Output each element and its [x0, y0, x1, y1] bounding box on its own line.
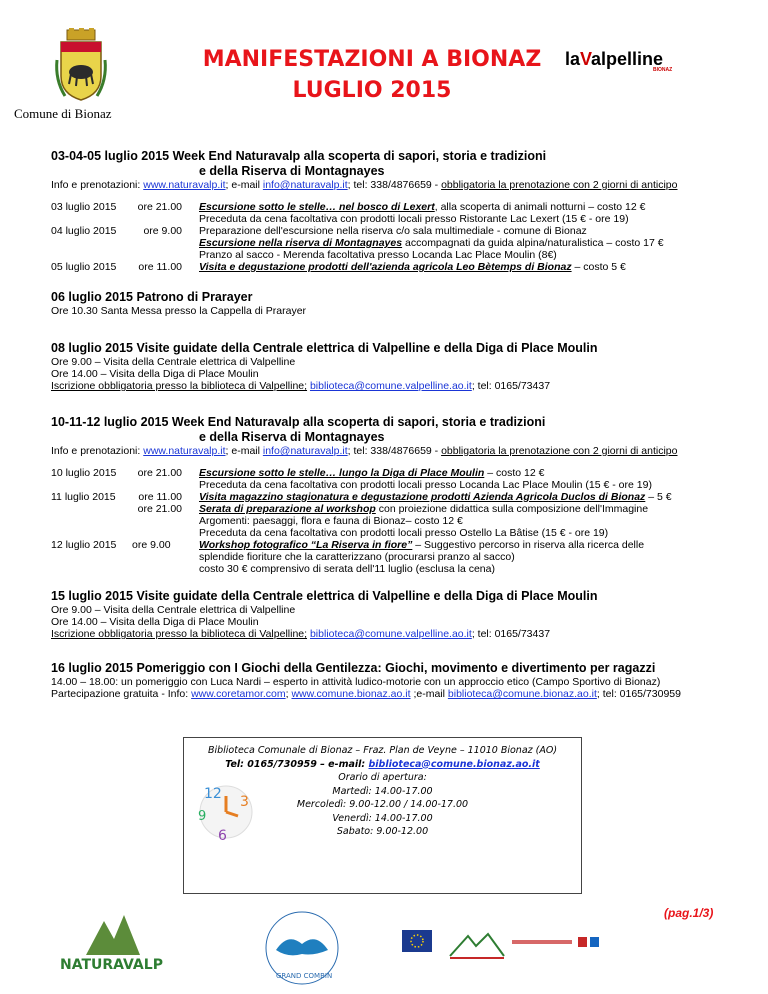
event3-line2: Ore 14.00 – Visita della Diga di Place Moulin — [51, 368, 259, 380]
library-email-link[interactable]: biblioteca@comune.bionaz.ao.it — [368, 758, 540, 770]
comune-label: Comune di Bionaz — [14, 106, 112, 121]
library-info-box — [183, 737, 582, 894]
svg-text:GRAND COMBIN: GRAND COMBIN — [276, 972, 333, 980]
partner-logos — [510, 934, 602, 952]
event4-date2: 11 luglio 2015 — [51, 491, 116, 503]
naturavalp-email-link[interactable]: info@naturavalp.it — [262, 179, 348, 191]
event4-heading-line2: e della Riserva di Montagnayes — [199, 430, 385, 444]
page-title-line2: LUGLIO 2015 — [292, 78, 452, 103]
event1-date1: 03 luglio 2015 — [51, 201, 117, 213]
event4-info: Info e prenotazioni: www.naturavalp.it; e-mail info@naturavalp.it; tel: 338/4876659 - obbligatoria la prenotazione con 2 giorni di anticipo — [51, 445, 678, 457]
event2-heading: 06 luglio 2015 Patrono di Prarayer — [51, 290, 253, 304]
event4-line3: Visita magazzino stagionatura e degustazione prodotti Azienda Agricola Duclos di Bionaz – 5 € — [199, 491, 672, 503]
event4-line4: Serata di preparazione al workshop con proiezione didattica sulla composizione dell'Immagine — [199, 503, 649, 515]
event6-heading: 16 luglio 2015 Pomeriggio con I Giochi della Gentilezza: Giochi, movimento e divertimento per ragazzi — [51, 661, 656, 675]
naturavalp-email-link-2[interactable]: info@naturavalp.it — [262, 445, 348, 457]
event5-line3: Iscrizione obbligatoria presso la biblioteca di Valpelline; biblioteca@comune.valpelline.ao.it; tel: 0165/73437 — [51, 628, 551, 640]
library-hours-wednesday: Mercoledì: 9.00-12.00 / 14.00-17.00 — [296, 799, 469, 810]
event1-time1: ore 21.00 — [137, 201, 182, 213]
event4-line7: Workshop fotografico “La Riserva in fiore” – Suggestivo percorso in riserva alla ricerca delle — [199, 539, 645, 551]
event1-date3: 05 luglio 2015 — [51, 261, 117, 273]
library-hours-tuesday: Martedì: 14.00-17.00 — [332, 785, 433, 797]
bionaz-library-email-link[interactable]: biblioteca@comune.bionaz.ao.it — [447, 688, 597, 700]
event4-line5: Argomenti: paesaggi, flora e fauna di Bionaz– costo 12 € — [199, 515, 463, 527]
page-number: (pag.1/3) — [664, 906, 714, 920]
event1-line1: Escursione sotto le stelle… nel bosco di Lexert, alla scoperta di animali notturni – costo 12 € — [199, 201, 646, 213]
event6-line1: 14.00 – 18.00: un pomeriggio con Luca Nardi – esperto in attività ludico-motorie con un approccio etico (Campo Sportivo di Bionaz) — [51, 676, 661, 688]
event4-date3: 12 luglio 2015 — [51, 539, 117, 551]
library-address: Biblioteca Comunale di Bionaz – Fraz. Plan de Veyne – 11010 Bionaz (AO) — [207, 745, 558, 756]
svg-text:9: 9 — [198, 809, 207, 824]
event1-heading: 03-04-05 luglio 2015 Week End Naturavalp alla scoperta di sapori, storia e tradizioni — [51, 149, 547, 163]
library-contact: Tel: 0165/730959 – e-mail: biblioteca@comune.bionaz.ao.it — [225, 758, 540, 770]
event4-time2: ore 11.00 — [138, 491, 182, 503]
svg-text:6: 6 — [218, 828, 227, 844]
naturavalp-link-2[interactable]: www.naturavalp.it — [143, 445, 226, 457]
event1-heading-line2: e della Riserva di Montagnayes — [199, 164, 385, 178]
library-hours-saturday: Sabato: 9.00-12.00 — [336, 826, 429, 837]
valpelline-library-email-link[interactable]: biblioteca@comune.valpelline.ao.it — [309, 380, 472, 392]
event1-info: Info e prenotazioni: www.naturavalp.it; e-mail info@naturavalp.it; tel: 338/4876659 - obbligatoria la prenotazione con 2 giorni di anticipo — [51, 179, 678, 191]
event1-line2: Preceduta da cena facoltativa con prodotti locali presso Ristorante Lac Lexert (15 € - ore 19) — [199, 213, 629, 225]
grand-combin-logo — [262, 910, 342, 988]
event2-line1: Ore 10.30 Santa Messa presso la Cappella di Prarayer — [51, 305, 307, 317]
event5-line2: Ore 14.00 – Visita della Diga di Place Moulin — [51, 616, 259, 628]
page-title-line1: MANIFESTAZIONI A BIONAZ — [202, 47, 542, 72]
event4-date1: 10 luglio 2015 — [51, 467, 117, 479]
event1-time2: ore 9.00 — [143, 225, 182, 237]
comune-bionaz-link[interactable]: www.comune.bionaz.ao.it — [291, 688, 411, 700]
comune-crest-icon — [55, 30, 107, 102]
event1-line5: Pranzo al sacco - Merenda facoltativa presso Locanda Lac Place Moulin (8€) — [199, 249, 557, 261]
event1-time3: ore 11.00 — [138, 261, 182, 273]
event4-line8: splendide fioriture che la caratterizzano (procurarsi pranzo al sacco) — [199, 551, 515, 563]
event6-line2: Partecipazione gratuita - Info: www.coretamor.com; www.comune.bionaz.ao.it ;e-mail biblioteca@comune.bionaz.ao.it; tel: 0165/730959 — [51, 688, 681, 700]
svg-text:3: 3 — [240, 794, 249, 810]
naturavalp-logo — [56, 905, 163, 985]
event5-heading: 15 luglio 2015 Visite guidate della Centrale elettrica di Valpelline e della Diga di Place Moulin — [51, 589, 598, 603]
event4-line9: costo 30 € comprensivo di serata dell'11 luglio (esclusa la cena) — [199, 563, 495, 575]
event4-time3: ore 9.00 — [132, 539, 171, 551]
coretamor-link[interactable]: www.coretamor.com — [191, 688, 286, 700]
naturavalp-link[interactable]: www.naturavalp.it — [143, 179, 226, 191]
valpelline-logo: laValpelline BIONAZ — [565, 49, 673, 73]
library-hours-title: Orario di apertura: — [338, 772, 427, 783]
event1-line4: Escursione nella riserva di Montagnayes accompagnati da guida alpina/naturalistica – costo 17 € — [199, 237, 664, 249]
event1-line3: Preparazione dell'escursione nella riserva c/o sala multimediale - comune di Bionaz — [199, 225, 587, 237]
event1-line6: Visita e degustazione prodotti dell'azienda agricola Leo Bètemps di Bionaz – costo 5 € — [199, 261, 626, 273]
valpelline-library-email-link-2[interactable]: biblioteca@comune.valpelline.ao.it — [309, 628, 472, 640]
event4-time2b: ore 21.00 — [137, 503, 182, 515]
library-hours-friday: Venerdì: 14.00-17.00 — [332, 812, 433, 824]
event1-date2: 04 luglio 2015 — [51, 225, 117, 237]
event5-line1: Ore 9.00 – Visita della Centrale elettrica di Valpelline — [51, 604, 296, 616]
event4-line1: Escursione sotto le stelle… lungo la Diga di Place Moulin – costo 12 € — [199, 467, 545, 479]
svg-text:NATURAVALP: NATURAVALP — [60, 957, 163, 973]
eu-flag-icon — [402, 930, 432, 952]
event4-heading: 10-11-12 luglio 2015 Week End Naturavalp alla scoperta di sapori, storia e tradizioni — [51, 415, 546, 429]
event4-line6: Preceduta da cena facoltativa con prodotti locali presso Ostello La Bâtise (15 € - ore 19) — [199, 527, 609, 539]
svg-text:12: 12 — [204, 786, 222, 802]
interreg-logo — [448, 930, 506, 960]
event3-line3: Iscrizione obbligatoria presso la biblioteca di Valpelline; biblioteca@comune.valpelline.ao.it; tel: 0165/73437 — [51, 380, 551, 392]
event3-line1: Ore 9.00 – Visita della Centrale elettrica di Valpelline — [51, 356, 296, 368]
event4-line2: Preceduta da cena facoltativa con prodotti locali presso Locanda Lac Place Moulin (15 € - ore 19) — [199, 479, 652, 491]
event3-heading: 08 luglio 2015 Visite guidate della Centrale elettrica di Valpelline e della Diga di Place Moulin — [51, 341, 598, 355]
event4-time1: ore 21.00 — [137, 467, 182, 479]
